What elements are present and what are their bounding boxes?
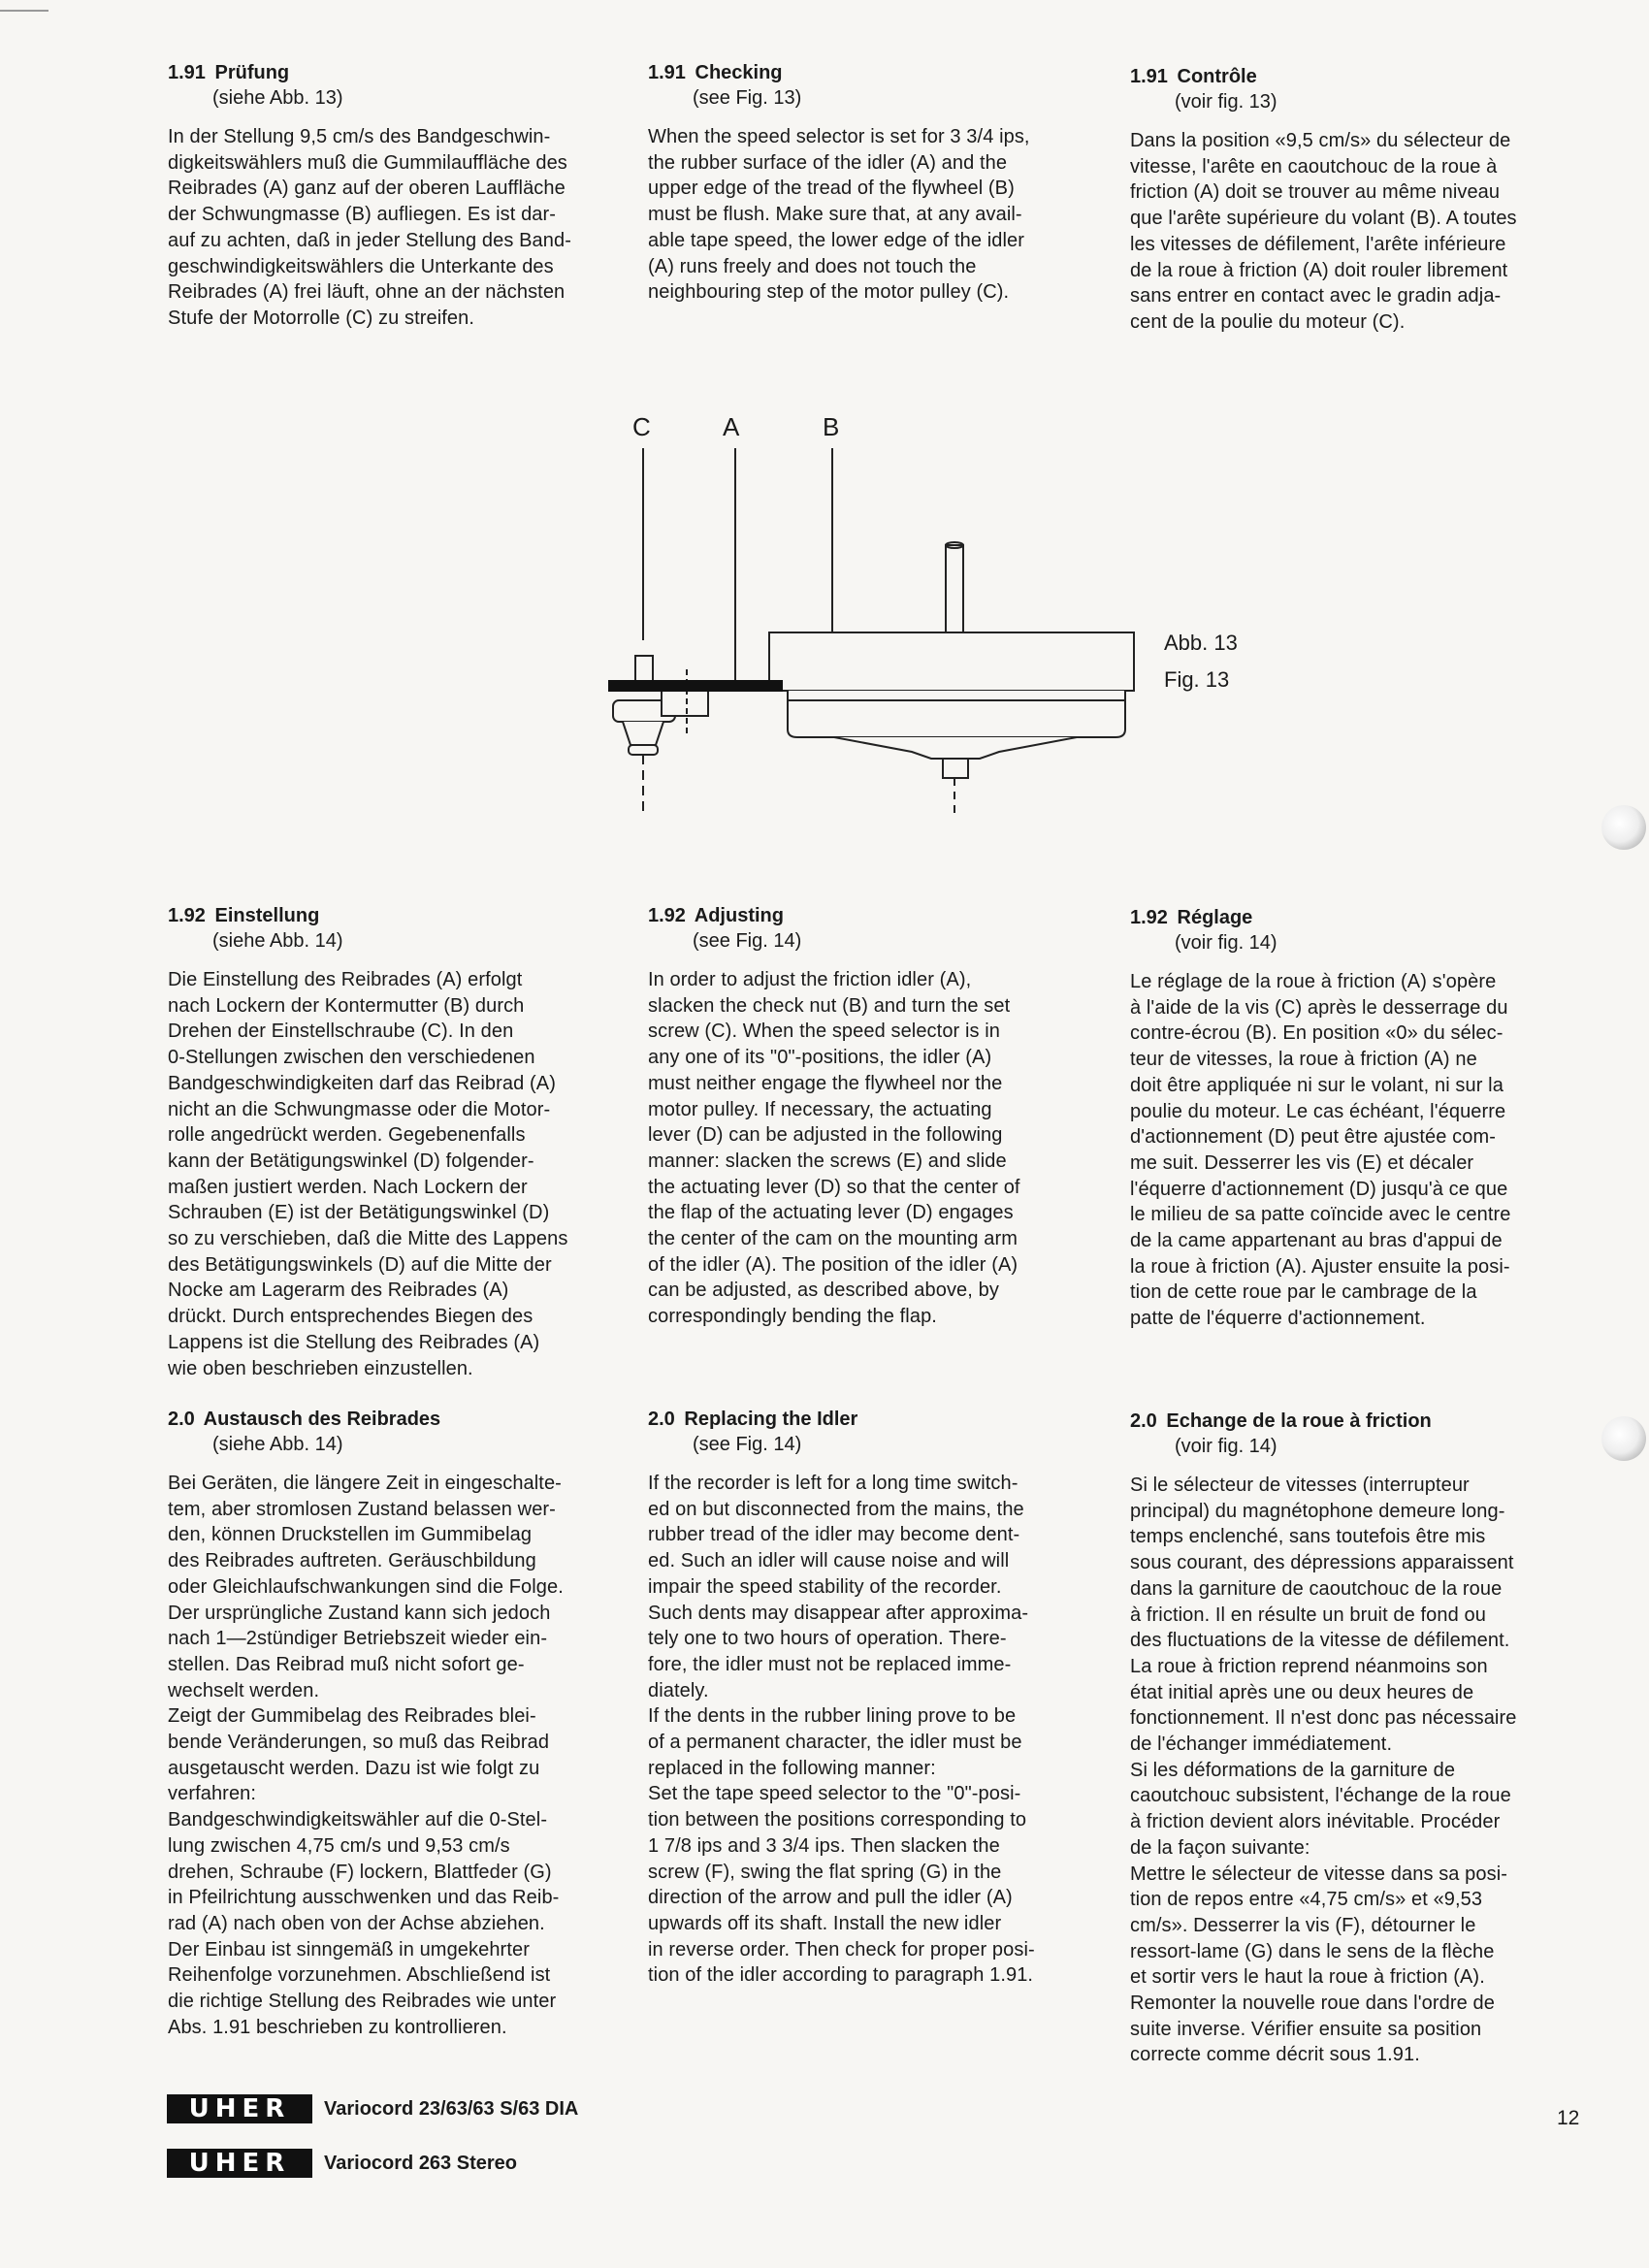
figure-letter-a: A: [723, 412, 740, 441]
section-20-fr: [1130, 1409, 1571, 2068]
section-ref: (voir fig. 14): [1175, 1436, 1277, 1457]
section-191-de: [168, 60, 609, 332]
section-192-en: [648, 903, 1089, 1330]
figure-letter-b: B: [823, 412, 840, 441]
section-heading: 2.0 Echange de la roue à friction: [1130, 1410, 1432, 1432]
idler-flywheel-diagram: [582, 427, 1164, 834]
uher-logo: UHER: [167, 2094, 312, 2123]
section-ref: (siehe Abb. 13): [212, 87, 343, 109]
section-heading: 1.91 Checking: [648, 62, 783, 83]
section-192-de: [168, 903, 609, 1381]
section-heading: 1.92 Adjusting: [648, 905, 784, 926]
punch-hole: [1601, 805, 1646, 850]
punch-hole: [1601, 1416, 1646, 1461]
section-heading: 1.92 Einstellung: [168, 905, 320, 926]
section-body: Bei Geräten, die längere Zeit in eingeschalte- tem, aber stromlosen Zustand belassen wer- den, können Druckstellen im Gummibelag des Reibrades auftreten. Geräuschbildung oder Gleichlaufschwankungen sind die Folge. Der ursprüngliche Zustand kann sich jedoch nach 1—2stündiger Betriebszeit wieder ein- stellen. Das Reibrad muß nicht sofort ge- wechselt werden. Zeigt der Gummibelag des Reibrades blei- bende Veränderungen, so muß das Reibrad ausgetauscht werden. Dazu ist wie folgt zu verfahren: Bandgeschwindigkeitswähler auf die 0-Stel- lung zwischen 4,75 cm/s und 9,53 cm/s drehen, Schraube (F) lockern, Blattfeder (G) in Pfeilrichtung ausschwenken und das Reib- rad (A) nach oben von der Achse abziehen. Der Einbau ist sinngemäß in umgekehrter Reihenfolge vorzunehmen. Abschließend ist die richtige Stellung des Reibrades wie unter Abs. 1.91 beschrieben zu kontrollieren.: [168, 1473, 564, 2038]
section-body: When the speed selector is set for 3 3/4 ips, the rubber surface of the idler (A) and the upper edge of the tread of the flywheel (B) must be flush. Make sure that, at any avail- able tape speed, the lower edge of the idler (A) runs freely and does not touch the neighbouring step of the motor pulley (C).: [648, 126, 1030, 304]
model-name: Variocord 263 Stereo: [324, 2152, 517, 2174]
figure-label-en: Fig. 13: [1164, 667, 1230, 692]
section-ref: (see Fig. 14): [693, 1434, 802, 1455]
section-20-de: [168, 1407, 609, 2040]
section-body: If the recorder is left for a long time switch- ed on but disconnected from the mains, the rubber tread of the idler may become dent- ed. Such an idler will cause noise and will impair the speed stability of the recorder. Such dents may disappear after approxima- tely one to two hours of operation. There- fore, the idler must not be replaced imme- diately. If the dents in the rubber lining prove to be of a permanent character, the idler must be replaced in the following manner: Set the tape speed selector to the "0"-posi- tion between the positions corresponding to 1 7/8 ips and 3 3/4 ips. Then slacken the screw (F), swing the flat spring (G) in the direction of the arrow and pull the idler (A) upwards off its shaft. Install the new idler in reverse order. Then check for proper posi- tion of the idler according to paragraph 1.91.: [648, 1473, 1035, 1987]
section-ref: (siehe Abb. 14): [212, 1434, 343, 1455]
corner-mark: [0, 10, 48, 12]
footer-brand-row-1: [167, 2094, 578, 2123]
section-body: Dans la position «9,5 cm/s» du sélecteur de vitesse, l'arête en caoutchouc de la roue à friction (A) doit se trouver au même niveau que l'arête supérieure du volant (B). A toutes les vitesses de défilement, l'arête inférieure de la roue à friction (A) doit rouler librement sans entrer en contact avec le gradin adja- cent de la poulie du moteur (C).: [1130, 130, 1517, 333]
section-heading: 1.91 Prüfung: [168, 62, 290, 83]
section-ref: (see Fig. 13): [693, 87, 802, 109]
section-body: In der Stellung 9,5 cm/s des Bandgeschwin- digkeitswählers muß die Gummilauffläche des Reibrades (A) ganz auf der oberen Lauffläche der Schwungmasse (B) aufliegen. Es ist dar- auf zu achten, daß in jeder Stellung des Band- geschwindigkeitswählers die Unterkante des Reibrades (A) frei läuft, ohne an der nächsten Stufe der Motorrolle (C) zu streifen.: [168, 126, 571, 329]
footer-brand-row-2: [167, 2149, 517, 2178]
section-heading: 1.92 Réglage: [1130, 907, 1253, 928]
section-ref: (voir fig. 14): [1175, 932, 1277, 954]
flywheel-lower: [788, 691, 1125, 737]
section-body: Die Einstellung des Reibrades (A) erfolgt nach Lockern der Kontermutter (B) durch Drehen der Einstellschraube (C). In den 0-Stellungen zwischen den verschiedenen Bandgeschwindigkeiten darf das Reibrad (A) nicht an die Schwungmasse oder die Motor- rolle angedrückt werden. Gegebenenfalls kann der Betätigungswinkel (D) folgender- maßen justiert werden. Nach Lockern der Schrauben (E) ist der Betätigungswinkel (D) so zu verschieben, daß die Mitte des Lappens des Betätigungswinkels (D) auf die Mitte der Nocke am Lagerarm des Reibrades (A) drückt. Durch entsprechendes Biegen des Lappens ist die Stellung des Reibrades (A) wie oben beschrieben einzustellen.: [168, 969, 568, 1379]
flywheel-shaft: [946, 545, 963, 632]
motor-pulley-top: [635, 656, 653, 681]
section-ref: (see Fig. 14): [693, 930, 802, 952]
section-191-fr: [1130, 64, 1571, 336]
section-body: In order to adjust the friction idler (A), slacken the check nut (B) and turn the set screw (C). When the speed selector is in any one of its "0"-positions, the idler (A) must neither engage the flywheel nor the motor pulley. If necessary, the actuating lever (D) can be adjusted in the following manner: slacken the screws (E) and slide the actuating lever (D) so that the center of the flap of the actuating lever (D) engages the center of the cam on the mounting arm of the idler (A). The position of the idler (A) can be adjusted, as described above, by correspondingly bending the flap.: [648, 969, 1020, 1328]
figure-letter-c: C: [632, 412, 651, 441]
flywheel-cone: [834, 737, 1077, 759]
section-body: Si le sélecteur de vitesses (interrupteur principal) du magnétophone demeure long- temps enclenché, sans toutefois être mis sous courant, des dépressions apparaissent dans la garniture de caoutchouc de la roue à friction. Il en résulte un bruit de fond ou des fluctuations de la vitesse de défilement. La roue à friction reprend néanmoins son état initial après une ou deux heures de fonctionnement. Il n'est donc pas nécessaire de l'échanger immédiatement. Si les déformations de la garniture de caoutchouc subsistent, l'échange de la roue à friction devient alors inévitable. Procéder de la façon suivante: Mettre le sélecteur de vitesse dans sa posi- tion de repos entre «4,75 cm/s» et «9,53 cm/s». Desserrer la vis (F), détourner le ressort-lame (G) dans le sens de la flèche et sortir vers le haut la roue à friction (A). Remonter la nouvelle roue dans l'ordre de suite inverse. Vérifier ensuite sa position correcte comme décrit sous 1.91.: [1130, 1474, 1517, 2066]
section-192-fr: [1130, 905, 1571, 1332]
idler-rubber: [608, 680, 783, 692]
motor-pulley-step2: [623, 722, 663, 745]
idler-bearing: [662, 691, 708, 716]
page-number: 12: [1557, 2107, 1580, 2129]
section-ref: (voir fig. 13): [1175, 91, 1277, 113]
section-heading: 2.0 Austausch des Reibrades: [168, 1409, 441, 1430]
section-body: Le réglage de la roue à friction (A) s'opère à l'aide de la vis (C) après le desserrage du contre-écrou (B). En position «0» du sélec- teur de vitesses, la roue à friction (A) ne doit être appliquée ni sur le volant, ni sur la poulie du moteur. Le cas échéant, l'équerre d'actionnement (D) peut être ajustée com- me suit. Desserrer les vis (E) et décaler l'équerre d'actionnement (D) jusqu'à ce que le milieu de sa patte coïncide avec le centre de la came appartenant au bras d'appui de la roue à friction (A). Ajuster ensuite la posi- tion de cette roue par le cambrage de la patte de l'équerre d'actionnement.: [1130, 971, 1511, 1330]
figure-label-de: Abb. 13: [1164, 631, 1238, 655]
section-heading: 2.0 Replacing the Idler: [648, 1409, 858, 1430]
section-heading: 1.91 Contrôle: [1130, 66, 1257, 87]
model-name: Variocord 23/63/63 S/63 DIA: [324, 2097, 579, 2120]
section-191-en: [648, 60, 1089, 306]
motor-pulley-step3: [629, 745, 658, 755]
uher-logo: UHER: [167, 2149, 312, 2178]
flywheel-top: [769, 632, 1134, 691]
bearing: [943, 759, 968, 778]
section-20-en: [648, 1407, 1089, 1989]
section-ref: (siehe Abb. 14): [212, 930, 343, 952]
